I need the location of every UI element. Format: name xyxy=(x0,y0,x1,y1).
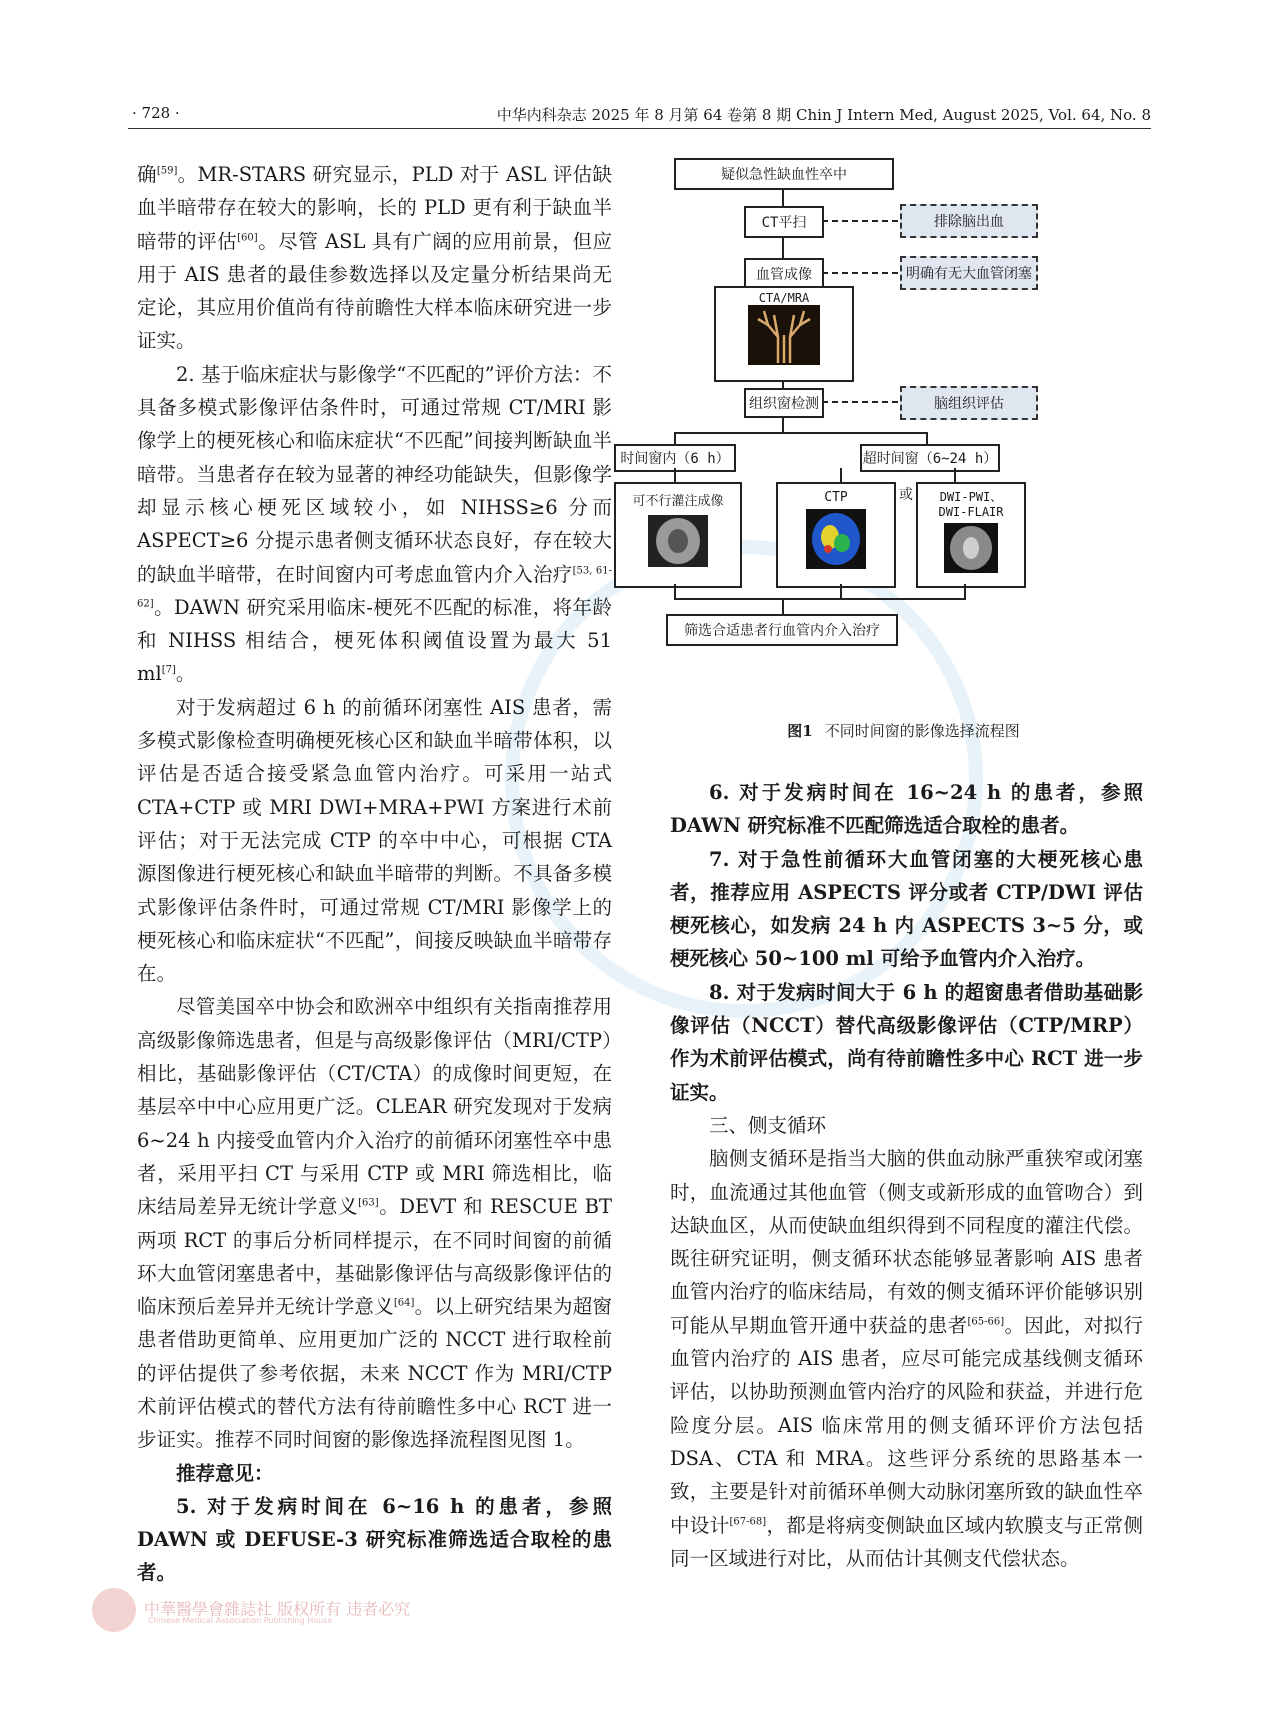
paragraph: 对于发病超过 6 h 的前循环闭塞性 AIS 患者，需多模式影像检查明确梗死核心区和缺血半暗带体积，以评估是否适合接受紧急血管内治疗。可采用一站式 CTA+CTP 或 MRI DWI+MRA+PWI 方案进行术前评估；对于无法完成 CTP 的卒中中心，可根据 CTA 源图像进行梗死核心和缺血半暗带的判断。不具备多模式影像评估条件时，可通过常规 CT/MRI 影像学上的梗死核心和临床症状“不匹配”，间接反映缺血半暗带存在。 xyxy=(137,695,612,986)
citation: [7] xyxy=(161,664,176,676)
publisher-watermark xyxy=(92,1588,410,1632)
recommendation-7: 7. 对于急性前循环大血管闭塞的大梗死核心患者，推荐应用 ASPECTS 评分或者 CTP/DWI 评估梗死核心，如发病 24 h 内 ASPECTS 3~5 分，或梗死核心 50~100 ml 可给予血管内介入治疗。 xyxy=(670,847,1143,971)
node-within-window: 时间窗内（6 h） xyxy=(614,444,736,472)
dwi-label: DWI-PWI、DWI-FLAIR xyxy=(938,490,1004,519)
text: 2. 基于临床症状与影像学“不匹配的”评价方法：不具备多模式影像评估条件时，可通过常规 CT/MRI 影像学上的梗死核心和临床症状“不匹配”间接判断缺血半暗带。当患者存在较为显著的神经功能缺失，但影像学却显示核心梗死区域较小，如 NIHSS≥6 分而 ASPECT≥6 分提示患者侧支循环状态良好，存在较大的缺血半暗带，在时间窗内可考虑血管内介入治疗 xyxy=(137,362,612,586)
citation: [53, 61-62] xyxy=(137,565,612,610)
publisher-logo-icon xyxy=(92,1588,136,1632)
angiogram-image xyxy=(748,305,820,365)
node-select-patients: 筛选合适患者行血管内介入治疗 xyxy=(666,614,898,646)
node-suspected-stroke: 疑似急性缺血性卒中 xyxy=(674,158,894,190)
left-column xyxy=(137,158,612,1590)
caption-number: 图1 xyxy=(787,722,813,740)
text: 。DEVT 和 RESCUE BT 两项 RCT 的事后分析同样提示，在不同时间窗的前循环大血管闭塞患者中，基础影像评估与高级影像评估的临床预后差异并无统计学意义 xyxy=(137,1195,612,1319)
page-header xyxy=(128,100,1151,129)
citation: [60] xyxy=(237,232,258,244)
page-number: · 728 · xyxy=(132,104,180,122)
node-ctp xyxy=(776,482,896,588)
paragraph xyxy=(137,158,612,358)
no-perfusion-label: 可不行灌注成像 xyxy=(632,494,724,509)
section-title: 三、侧支循环 xyxy=(709,1113,827,1137)
connector xyxy=(674,432,928,434)
connector xyxy=(782,236,784,258)
connector xyxy=(964,584,966,598)
text: 尽管美国卒中协会和欧洲卒中组织有关指南推荐用高级影像筛选患者，但是与高级影像评估（MRI/CTP）相比，基础影像评估（CT/CTA）的成像时间更短，在基层卒中中心应用更广泛。CLEAR 研究发现对于发病 6~24 h 内接受血管内介入治疗的前循环闭塞性卒中患者，采用平扫 CT 与采用 CTP 或 MRI 筛选相比，临床结局差异无统计学意义 xyxy=(137,995,612,1219)
node-occlusion-check: 明确有无大血管闭塞 xyxy=(900,256,1038,290)
or-label: 或 xyxy=(899,487,913,503)
publisher-en: Chinese Medical Association Publishing House xyxy=(148,1616,333,1625)
publisher-text: 中華醫學會雜誌社 版权所有 违者必究 xyxy=(144,1599,411,1619)
dashed-connector xyxy=(822,220,898,222)
connector xyxy=(674,584,676,598)
ct-brain-image xyxy=(648,515,708,567)
dwi-brain-image xyxy=(944,523,998,573)
connector xyxy=(954,468,956,482)
citation: [63] xyxy=(358,1197,379,1209)
recommendation-6: 6. 对于发病时间在 16~24 h 的患者，参照 DAWN 研究标准不匹配筛选适合取栓的患者。 xyxy=(670,781,1143,838)
text: 。尽管 ASL 具有广阔的应用前景，但应用于 AIS 患者的最佳参数选择以及定量分析结果尚无定论，其应用价值尚有待前瞻性大样本临床研究进一步证实。 xyxy=(137,229,612,353)
text: 脑侧支循环是指当大脑的供血动脉严重狭窄或闭塞时，血流通过其他血管（侧支或新形成的血管吻合）到达缺血区，从而使缺血组织得到不同程度的灌注代偿。既往研究证明，侧支循环状态能够显著影响 AIS 患者血管内治疗的临床结局，有效的侧支循环评价能够识别可能从早期血管开通中获益的患者 xyxy=(670,1147,1143,1337)
cta-mra-label: CTA/MRA xyxy=(758,291,810,305)
connector xyxy=(840,468,842,482)
node-no-perfusion xyxy=(614,482,742,588)
citation: [64] xyxy=(393,1297,415,1309)
recommendation-5: 5. 对于发病时间在 6~16 h 的患者，参照 DAWN 或 DEFUSE-3 研究标准筛选适合取栓的患者。 xyxy=(137,1494,612,1585)
connector xyxy=(674,598,966,600)
text: ，都是将病变侧缺血区域内软膜支与正常侧同一区域进行对比，从而估计其侧支代偿状态。 xyxy=(670,1513,1143,1570)
paragraph xyxy=(137,990,612,1456)
paragraph xyxy=(670,1142,1143,1575)
node-dwi xyxy=(916,482,1026,588)
node-tissue-eval: 脑组织评估 xyxy=(900,386,1038,420)
node-vascular-imaging: 血管成像 xyxy=(744,258,824,290)
node-ct-scan: CT平扫 xyxy=(744,206,824,238)
dashed-connector xyxy=(822,272,898,274)
text: 。 xyxy=(175,662,196,686)
dashed-connector xyxy=(822,401,898,403)
citation: [59] xyxy=(156,165,178,177)
text: 确 xyxy=(137,163,157,186)
recommendation-8: 8. 对于发病时间大于 6 h 的超窗患者借助基础影像评估（NCCT）替代高级影像评估（CTP/MRP）作为术前评估模式，尚有待前瞻性多中心 RCT 进一步证实。 xyxy=(670,980,1143,1104)
text: 。因此，对拟行血管内治疗的 AIS 患者，应尽可能完成基线侧支循环评估，以协助预测血管内治疗的风险和获益，并进行危险度分层。AIS 临床常用的侧支循环评价方法包括 DSA、CTA 和 MRA。这些评分系统的思路基本一致，主要是针对前循环单侧大动脉闭塞所致的缺血性卒中设计 xyxy=(670,1313,1143,1537)
recommendation-title: 推荐意见： xyxy=(176,1461,274,1485)
connector xyxy=(782,598,784,614)
citation: [65-66] xyxy=(967,1316,1005,1328)
text: 。DAWN 研究采用临床-梗死不匹配的标准，将年龄和 NIHSS 相结合，梗死体积阈值设置为最大 51 ml xyxy=(137,595,612,686)
flowchart-figure xyxy=(620,158,1143,740)
ctp-label: CTP xyxy=(824,490,848,505)
caption-text: 不同时间窗的影像选择流程图 xyxy=(824,722,1020,740)
node-exclude-hemorrhage: 排除脑出血 xyxy=(900,204,1038,238)
figure-caption xyxy=(664,720,1143,741)
journal-info: 中华内科杂志 2025 年 8 月第 64 卷第 8 期 Chin J Intern Med, August 2025, Vol. 64, No. 8 xyxy=(496,106,1151,124)
connector xyxy=(674,468,676,482)
connector xyxy=(840,584,842,598)
citation: [67-68] xyxy=(729,1516,767,1528)
text: 。以上研究结果为超窗患者借助更简单、应用更加广泛的 NCCT 进行取栓前的评估提供了参考依据，未来 NCCT 作为 MRI/CTP 术前评估模式的替代方法有待前瞻性多中心 RCT 进一步证实。推荐不同时间窗的影像选择流程图见图 1。 xyxy=(137,1295,612,1452)
node-beyond-window: 超时间窗（6~24 h） xyxy=(860,444,1000,472)
node-tissue-window: 组织窗检测 xyxy=(744,388,824,418)
ctp-perfusion-image xyxy=(806,509,866,569)
paragraph xyxy=(137,358,612,691)
text: 。MR-STARS 研究显示，PLD 对于 ASL 评估缺血半暗带存在较大的影响，长的 PLD 更有利于缺血半暗带的评估 xyxy=(137,163,612,253)
right-column xyxy=(670,776,1143,1575)
node-cta-mra-panel xyxy=(714,286,854,382)
